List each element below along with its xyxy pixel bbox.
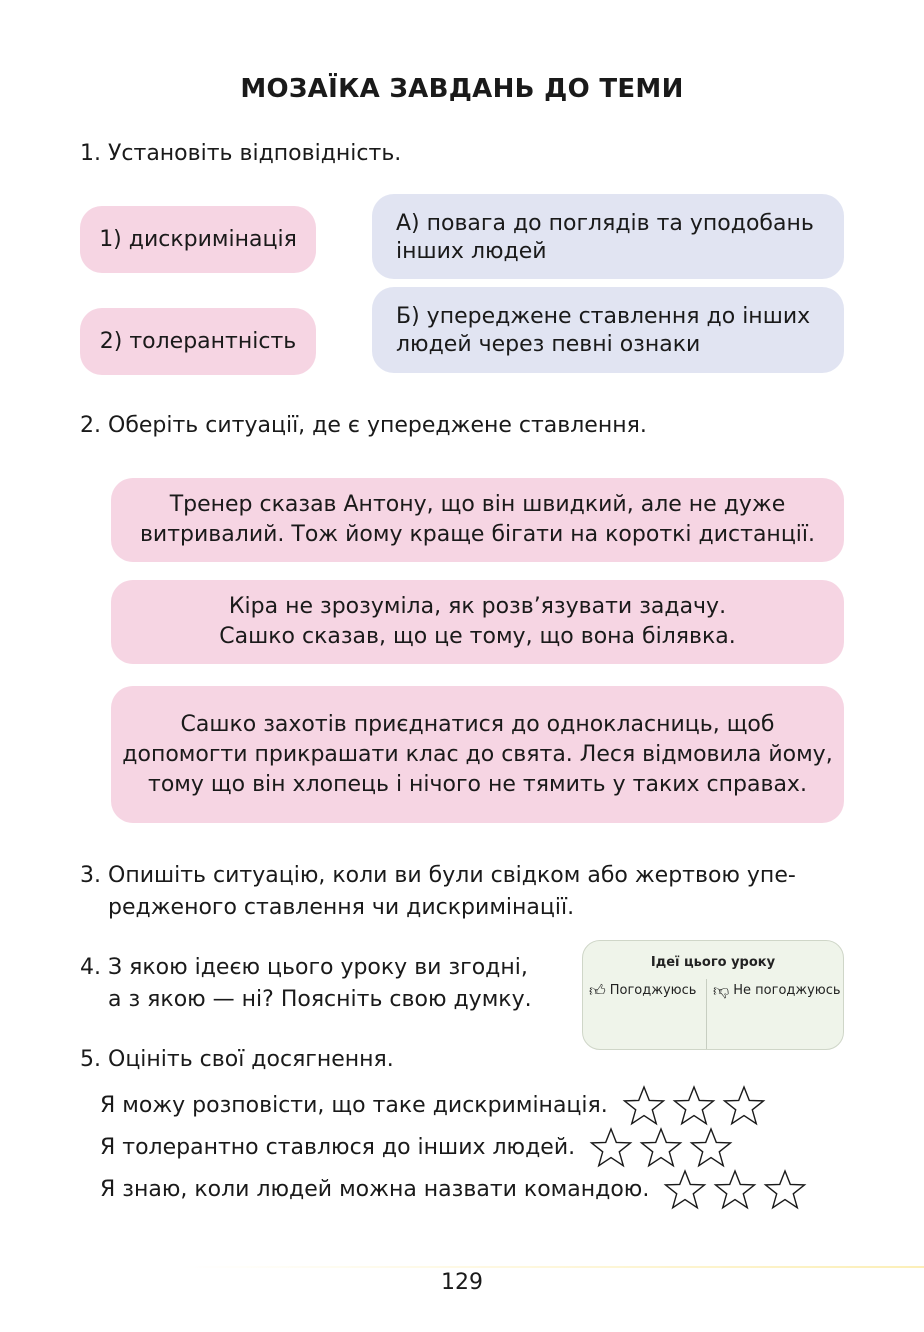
self-assessment-row-2: [100, 1126, 739, 1170]
term-label: 1) дискримінація: [99, 226, 297, 252]
page-number: 129: [441, 1270, 483, 1295]
star-rating[interactable]: [589, 1126, 739, 1170]
star-outline-icon[interactable]: [713, 1168, 757, 1212]
definition-line: Б) упереджене ставлення до інших: [396, 304, 811, 329]
term-tolerance[interactable]: [80, 308, 316, 375]
definition-line: А) повага до поглядів та уподобань: [396, 211, 814, 236]
statement-text: Я знаю, коли людей можна назвати командою.: [100, 1177, 650, 1202]
task-text-line: редженого ставлення чи дискримінації.: [108, 895, 575, 920]
situation-line: тому що він хлопець і нічого не тямить у таких справах.: [148, 771, 807, 797]
situation-line: Кіра не зрозуміла, як розв’язувати задачу.: [228, 594, 727, 619]
star-rating[interactable]: [663, 1168, 813, 1212]
self-assessment-row-3: [100, 1168, 813, 1212]
star-outline-icon[interactable]: [589, 1126, 633, 1170]
task-number: 2.: [80, 413, 101, 438]
thumbs-up-icon: 👍︎: [589, 981, 606, 1000]
task-number: 3.: [80, 863, 101, 888]
definition-line: людей через певні ознаки: [396, 332, 701, 357]
star-outline-icon[interactable]: [689, 1126, 733, 1170]
term-label: 2) толерантність: [99, 328, 297, 354]
task-5: [80, 1044, 840, 1076]
situation-line: Сашко захотів приєднатися до однокласниць, щоб: [180, 711, 775, 737]
ideas-divider: [706, 979, 707, 1049]
situation-card-3[interactable]: [111, 686, 844, 823]
task-text: Оцініть свої досягнення.: [108, 1047, 394, 1072]
task-2: [80, 410, 840, 442]
agree-label: Погоджуюсь: [609, 983, 697, 998]
situation-card-1[interactable]: [111, 478, 844, 562]
star-outline-icon[interactable]: [722, 1084, 766, 1128]
situation-line: витривалий. Тож йому краще бігати на короткі дистанції.: [139, 522, 816, 547]
situation-card-2[interactable]: [111, 580, 844, 664]
task-text: Установіть відповідність.: [108, 141, 402, 166]
star-outline-icon[interactable]: [663, 1168, 707, 1212]
statement-text: Я толерантно ставлюся до інших людей.: [100, 1135, 576, 1160]
task-text-line: З якою ідеєю цього уроку ви згодні,: [108, 955, 528, 980]
ideas-box-title: Ідеї цього уроку: [650, 955, 776, 970]
task-number: 5.: [80, 1047, 101, 1072]
term-discrimination[interactable]: [80, 206, 316, 273]
task-3: [80, 860, 844, 924]
situation-line: Сашко сказав, що це тому, що вона білявка.: [219, 624, 736, 649]
task-1: [80, 138, 840, 170]
task-text-line: а з якою — ні? Поясніть свою думку.: [108, 987, 532, 1012]
page-title: МОЗАЇКА ЗАВДАНЬ ДО ТЕМИ: [240, 74, 684, 104]
star-outline-icon[interactable]: [639, 1126, 683, 1170]
task-text: Оберіть ситуації, де є упереджене ставлення.: [108, 413, 647, 438]
situation-line: допомогти прикрашати клас до свята. Леся відмовила йому,: [122, 741, 833, 767]
self-assessment-row-1: [100, 1084, 772, 1128]
footer-divider: [180, 1266, 924, 1268]
lesson-ideas-box: [582, 940, 844, 1050]
task-number: 4.: [80, 955, 101, 980]
definition-line: інших людей: [396, 239, 547, 264]
star-outline-icon[interactable]: [622, 1084, 666, 1128]
star-rating[interactable]: [622, 1084, 772, 1128]
star-outline-icon[interactable]: [763, 1168, 807, 1212]
task-text-line: Опишіть ситуацію, коли ви були свідком або жертвою упе-: [108, 863, 796, 888]
task-4: [80, 952, 560, 1016]
definition-a[interactable]: [372, 194, 844, 279]
thumbs-down-icon: 👎︎: [713, 981, 730, 1000]
star-outline-icon[interactable]: [672, 1084, 716, 1128]
statement-text: Я можу розповісти, що таке дискримінація.: [100, 1093, 608, 1118]
agree-column: [589, 983, 696, 999]
disagree-column: [713, 983, 841, 999]
situation-line: Тренер сказав Антону, що він швидкий, але не дуже: [169, 492, 786, 517]
disagree-label: Не погоджуюсь: [733, 983, 841, 998]
task-number: 1.: [80, 141, 101, 166]
definition-b[interactable]: [372, 287, 844, 373]
